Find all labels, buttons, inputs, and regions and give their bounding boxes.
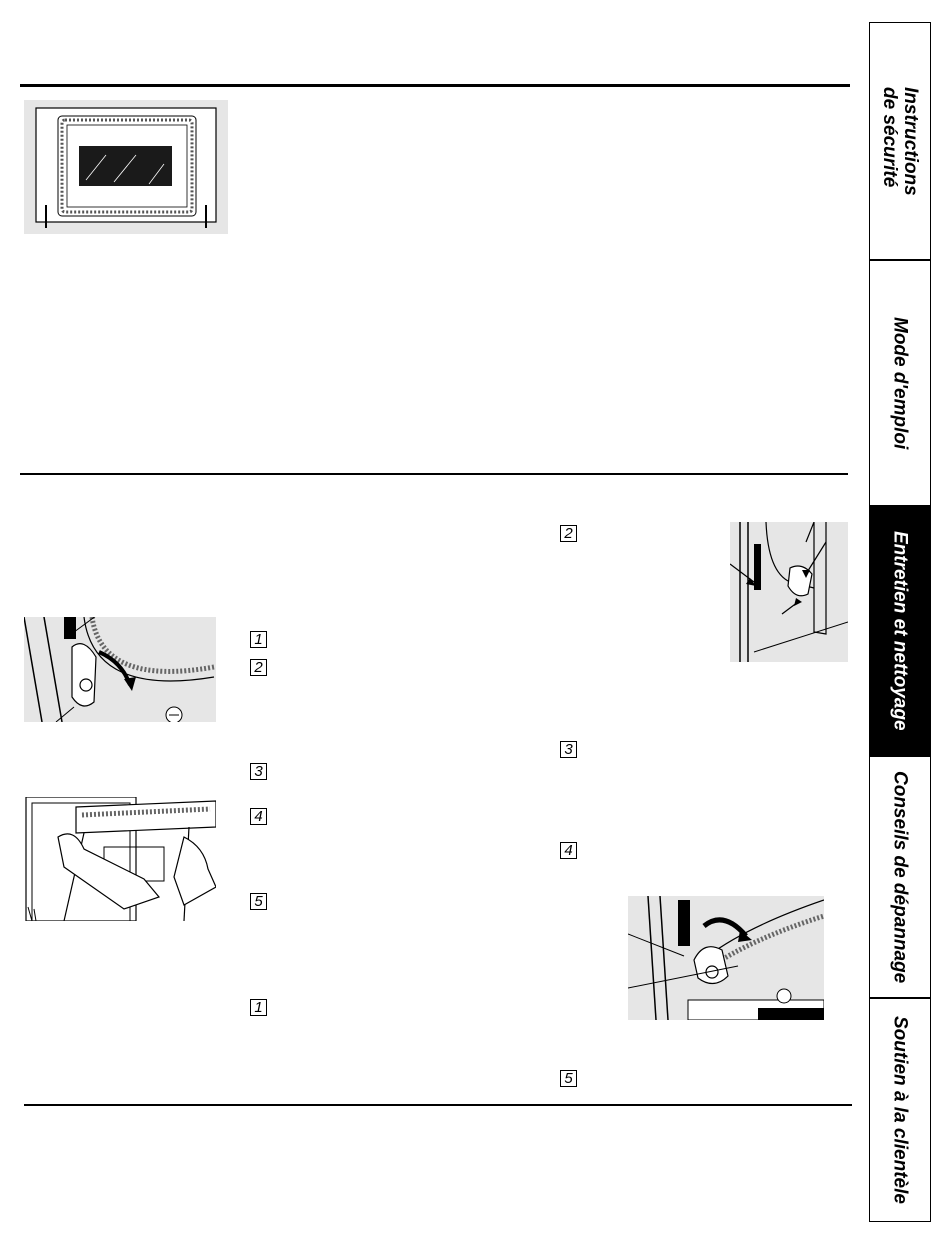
step-1-box: 1 bbox=[250, 631, 267, 648]
step-5-box: 5 bbox=[250, 893, 267, 910]
tab-care-and-cleaning[interactable] bbox=[869, 506, 931, 756]
hinge-lock-illustration bbox=[24, 617, 216, 722]
tab-troubleshooting-tips-label: Conseils de dépannage bbox=[889, 770, 911, 984]
top-rule bbox=[20, 84, 850, 87]
step-3-box: 3 bbox=[250, 763, 267, 780]
tab-care-and-cleaning-label: Entretien et nettoyage bbox=[889, 531, 911, 731]
door-removal-illustration bbox=[24, 797, 216, 921]
section-tabs bbox=[869, 22, 931, 1222]
hinge-closeup-illustration bbox=[730, 522, 848, 662]
middle-rule bbox=[20, 473, 848, 475]
right-step-3-box: 3 bbox=[560, 741, 577, 758]
tab-safety-instructions[interactable] bbox=[869, 22, 931, 260]
right-step-5-box: 5 bbox=[560, 1070, 577, 1087]
right-step-2-box: 2 bbox=[560, 525, 577, 542]
right-step-4-box: 4 bbox=[560, 842, 577, 859]
hinge-reengage-illustration bbox=[628, 896, 824, 1020]
tab-safety-instructions-label: Instructions de sécurité bbox=[879, 86, 921, 196]
step-1-box-second: 1 bbox=[250, 999, 267, 1016]
step-4-box: 4 bbox=[250, 808, 267, 825]
tab-troubleshooting-tips[interactable] bbox=[869, 756, 931, 998]
step-2-box: 2 bbox=[250, 659, 267, 676]
tab-customer-service[interactable] bbox=[869, 998, 931, 1222]
tab-operating-instructions-label: Mode d'emploi bbox=[889, 316, 911, 450]
tab-customer-service-label: Soutien à la clientèle bbox=[889, 1016, 911, 1204]
tab-operating-instructions[interactable] bbox=[869, 260, 931, 506]
oven-door-window-illustration bbox=[24, 100, 228, 234]
bottom-rule bbox=[24, 1104, 852, 1106]
